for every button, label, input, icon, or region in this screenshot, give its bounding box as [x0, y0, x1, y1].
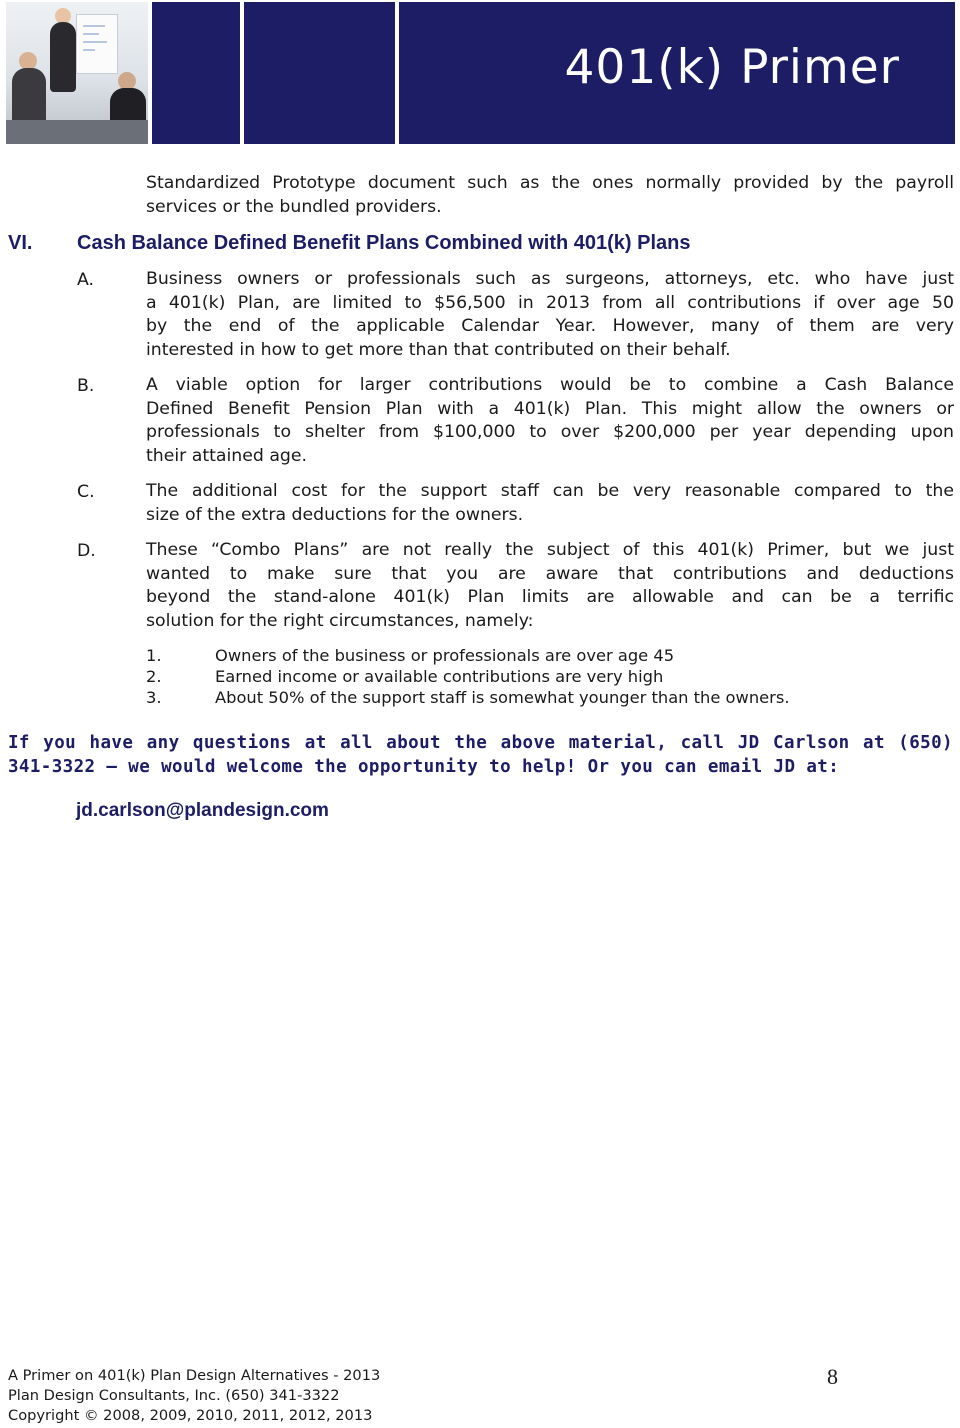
- paragraph-line: interested in how to get more than that contributed on their behalf.: [146, 340, 731, 361]
- item-letter: C.: [77, 482, 95, 502]
- item-letter: D.: [77, 541, 96, 561]
- paragraph-line: A viable option for larger contributions would be to combine a Cash Balance: [146, 375, 954, 395]
- paragraph-line: Defined Benefit Pension Plan with a 401(k) Plan. This might allow the owners or: [146, 398, 954, 419]
- list-item: Earned income or available contributions are very high: [215, 667, 664, 686]
- paragraph-line: solution for the right circumstances, namely:: [146, 611, 534, 632]
- paragraph-line: a 401(k) Plan, are limited to $56,500 in 2013 from all contributions if over age 50: [146, 292, 954, 313]
- item-paragraph-c: [146, 480, 954, 527]
- paragraph-line: professionals to shelter from $100,000 to over $200,000 per year depending upon: [146, 422, 954, 443]
- page-header: [0, 0, 960, 148]
- paragraph-line: their attained age.: [146, 446, 308, 467]
- section-number: VI.: [8, 232, 33, 254]
- callout-line: 341-3322 — we would welcome the opportunity to help! Or you can email JD at:: [8, 757, 840, 777]
- section-heading: Cash Balance Defined Benefit Plans Combined with 401(k) Plans: [77, 232, 691, 254]
- footer-doc-title: A Primer on 401(k) Plan Design Alternatives - 2013: [8, 1367, 381, 1384]
- item-paragraph-b: [146, 374, 954, 469]
- paragraph-line: size of the extra deductions for the owners.: [146, 504, 524, 525]
- document-title: 401(k) Primer: [564, 40, 900, 95]
- paragraph-line: These “Combo Plans” are not really the subject of this 401(k) Primer, but we just: [146, 540, 954, 560]
- paragraph-line: beyond the stand-alone 401(k) Plan limits are allowable and can be a terrific: [146, 587, 954, 608]
- paragraph-line: Business owners or professionals such as surgeons, attorneys, etc. who have just: [146, 269, 954, 289]
- page-number: 8: [827, 1364, 838, 1389]
- header-bar-segment: [244, 2, 395, 144]
- item-paragraph-d: [146, 539, 954, 634]
- intro-paragraph: [146, 172, 954, 219]
- footer-company: Plan Design Consultants, Inc. (650) 341-3322: [8, 1387, 340, 1404]
- footer-copyright: Copyright © 2008, 2009, 2010, 2011, 2012, 2013: [8, 1407, 373, 1424]
- intro-line: Standardized Prototype document such as the ones normally provided by the payroll: [146, 173, 954, 193]
- item-paragraph-a: [146, 268, 954, 363]
- contact-email-link[interactable]: jd.carlson@plandesign.com: [76, 800, 329, 821]
- callout-line: If you have any questions at all about the above material, call JD Carlson at (650): [8, 733, 953, 753]
- contact-callout: [8, 731, 953, 779]
- flipchart-board: [76, 14, 118, 74]
- business-meeting-photo: [6, 2, 148, 144]
- list-item: Owners of the business or professionals are over age 45: [215, 646, 675, 665]
- paragraph-line: wanted to make sure that you are aware that contributions and deductions: [146, 563, 954, 584]
- item-letter: B.: [77, 376, 95, 396]
- header-bar-segment: [152, 2, 240, 144]
- paragraph-line: by the end of the applicable Calendar Year. However, many of them are very: [146, 316, 954, 337]
- item-letter: A.: [77, 270, 95, 290]
- list-number: 2.: [146, 667, 162, 686]
- list-number: 3.: [146, 688, 162, 707]
- intro-line: services or the bundled providers.: [146, 196, 442, 217]
- list-item: About 50% of the support staff is somewhat younger than the owners.: [215, 688, 790, 707]
- paragraph-line: The additional cost for the support staff can be very reasonable compared to the: [146, 481, 954, 501]
- list-number: 1.: [146, 646, 162, 665]
